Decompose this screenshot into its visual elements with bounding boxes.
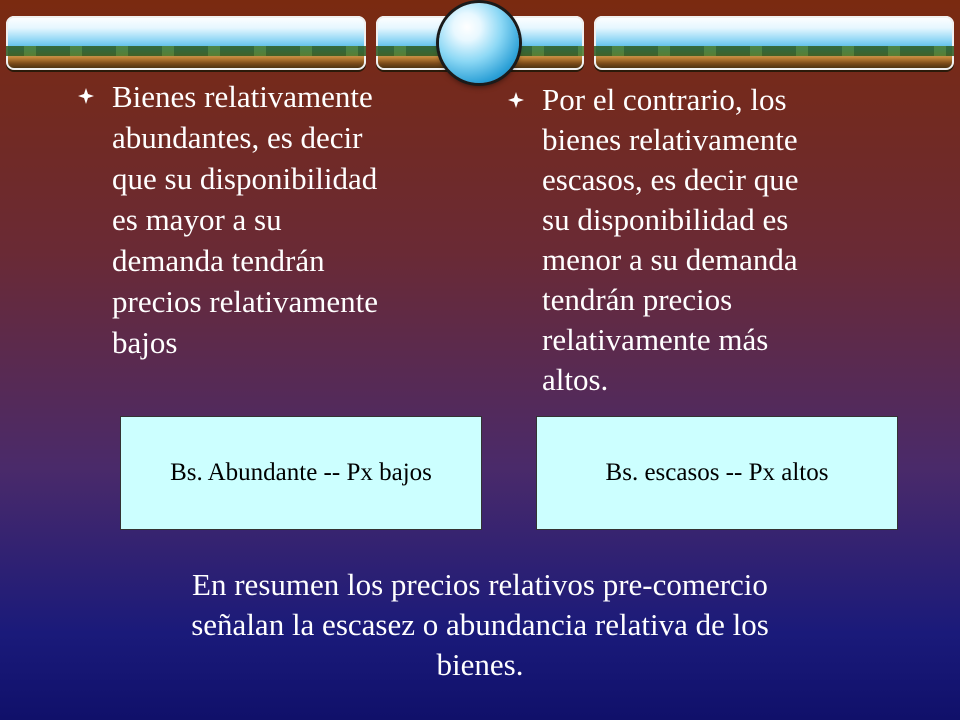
left-bullet <box>78 76 438 363</box>
scarce-goods-label: Bs. escasos -- Px altos <box>605 459 829 486</box>
diamond-bullet-icon <box>78 88 94 104</box>
diamond-bullet-icon <box>508 92 524 108</box>
right-bullet <box>508 80 858 400</box>
right-bullet-text: Por el contrario, los bienes relativamente escasos, es decir que su disponibilidad es menor a su demanda tendrán precios relativamente más altos. <box>542 82 799 397</box>
landscape-banner-right <box>594 16 954 70</box>
abundant-goods-label: Bs. Abundante -- Px bajos <box>170 459 432 486</box>
globe-ornament-icon <box>439 3 519 83</box>
abundant-goods-box <box>120 416 482 530</box>
left-bullet-text: Bienes relativamente abundantes, es decir que su disponibilidad es mayor a su demanda tendrán precios relativamente bajos <box>112 79 378 360</box>
landscape-banner-left <box>6 16 366 70</box>
scarce-goods-box <box>536 416 898 530</box>
summary-text: En resumen los precios relativos pre-comercio señalan la escasez o abundancia relativa de los bienes. <box>191 567 769 682</box>
